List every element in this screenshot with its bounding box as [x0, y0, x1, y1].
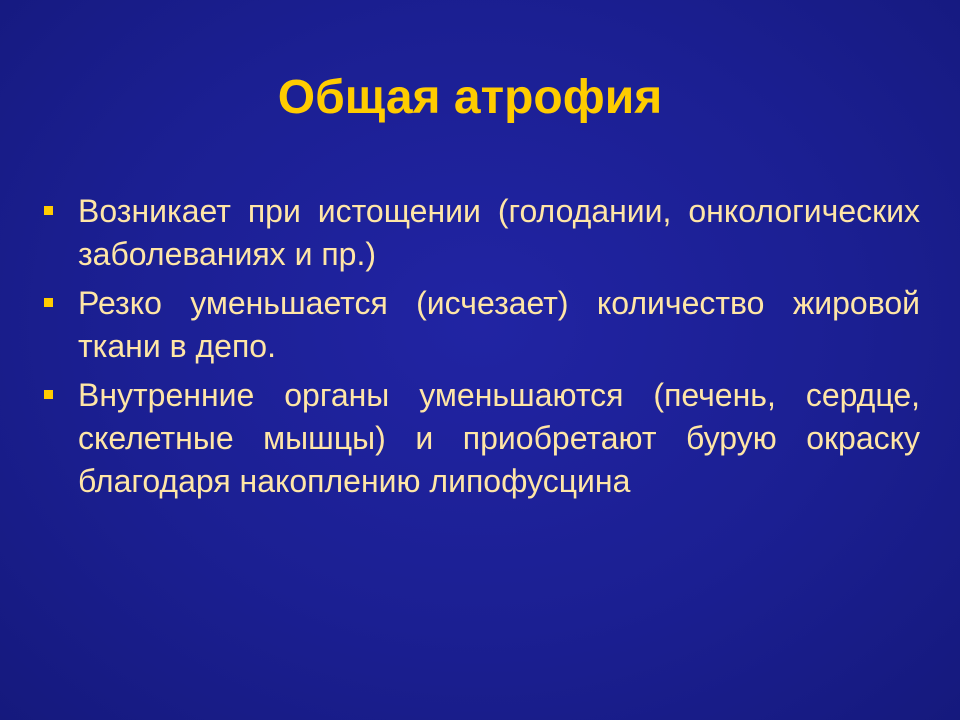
square-bullet-icon [44, 298, 53, 307]
bullet-text: Возникает при истощении (голодании, онкологических заболеваниях и пр.) [78, 193, 920, 272]
bullet-item [40, 374, 920, 503]
bullet-item [40, 190, 920, 276]
bullet-item [40, 282, 920, 368]
square-bullet-icon [44, 206, 53, 215]
bullet-text: Резко уменьшается (исчезает) количество жировой ткани в депо. [78, 285, 920, 364]
slide-title: Общая атрофия [277, 71, 663, 124]
square-bullet-icon [44, 390, 53, 399]
bullet-list [40, 190, 920, 509]
bullet-text: Внутренние органы уменьшаются (печень, сердце, скелетные мышцы) и приобретают бурую окраску благодаря накоплению липофусцина [78, 377, 920, 499]
